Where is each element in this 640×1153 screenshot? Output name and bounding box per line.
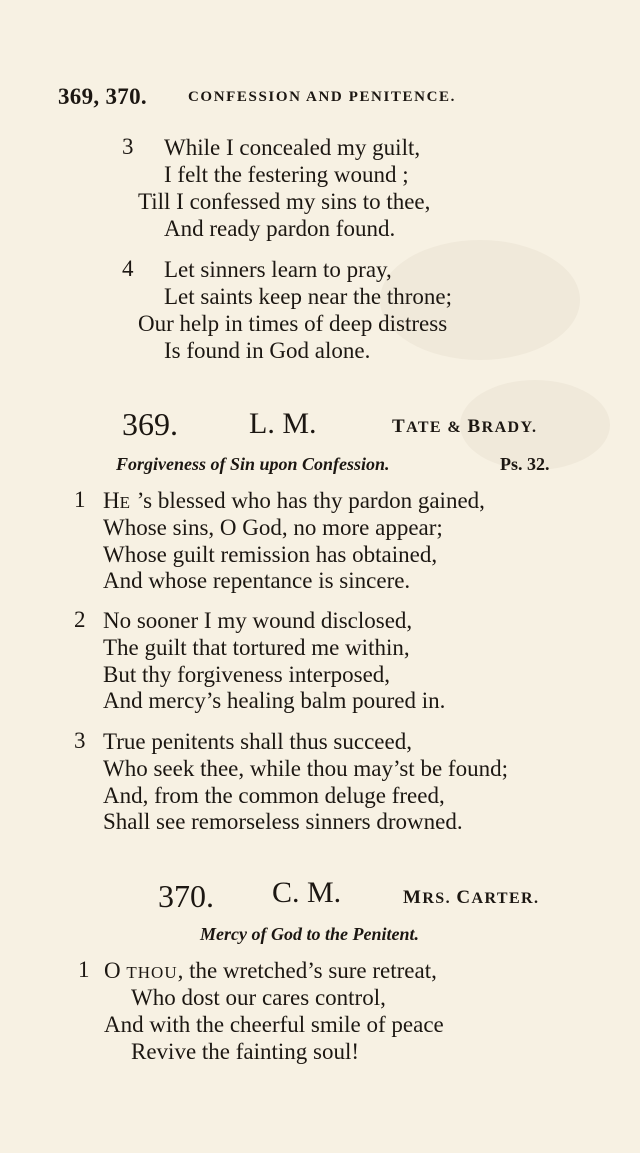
hymn-number: 369. (122, 406, 178, 442)
verse-line: And ready pardon found. (164, 216, 396, 241)
small-caps: E (119, 493, 132, 512)
hymn-author: MRS. CARTER. (403, 887, 540, 908)
verse-line: The guilt that tortured me within, (103, 635, 410, 660)
verse-line: True penitents shall thus succeed, (103, 729, 412, 754)
verse-line: HE ’s blessed who has thy pardon gained, (103, 488, 485, 513)
hymn-subtitle: Mercy of God to the Penitent. (200, 924, 419, 944)
verse-line: Till I confessed my sins to thee, (138, 189, 431, 214)
verse-line: And, from the common deluge freed, (103, 783, 445, 808)
verse-line: Revive the fainting soul! (131, 1039, 360, 1064)
verse-line: But thy forgiveness interposed, (103, 662, 391, 687)
verse-line: And mercy’s healing balm poured in. (103, 688, 446, 713)
psalm-reference: Ps. 32. (500, 454, 550, 474)
hymn-author: TATE & BRADY. (392, 416, 538, 437)
hymn-subtitle: Forgiveness of Sin upon Confession. (116, 454, 390, 474)
verse-line: No sooner I my wound disclosed, (103, 608, 413, 633)
stanza-number: 4 (122, 256, 134, 281)
verse-line: Let sinners learn to pray, (164, 257, 392, 282)
verse-line: Whose sins, O God, no more appear; (103, 515, 443, 540)
hymn-meter: C. M. (272, 876, 342, 909)
verse-line: Our help in times of deep distress (138, 311, 448, 336)
verse-line: Shall see remorseless sinners drowned. (103, 809, 463, 834)
running-title: CONFESSION AND PENITENCE. (188, 89, 456, 105)
verse-line: While I concealed my guilt, (164, 135, 421, 160)
stanza-number: 3 (74, 728, 86, 753)
verse-line: Is found in God alone. (164, 338, 371, 363)
hymn-meter: L. M. (249, 407, 317, 440)
verse-line: O THOU, the wretched’s sure retreat, (104, 958, 437, 983)
verse-line: Who seek thee, while thou may’st be found; (103, 756, 508, 781)
verse-line: Let saints keep near the throne; (164, 284, 453, 309)
verse-line: I felt the festering wound ; (164, 162, 409, 187)
verse-line: Whose guilt remission has obtained, (103, 542, 438, 567)
stanza-number: 1 (78, 957, 90, 982)
hymn-number: 370. (158, 878, 214, 914)
page-numbers: 369, 370. (58, 84, 147, 109)
stanza-number: 1 (74, 487, 86, 512)
verse-line: Who dost our cares control, (131, 985, 386, 1010)
verse-line: And whose repentance is sincere. (103, 568, 411, 593)
small-caps: THOU (126, 963, 178, 982)
stanza-number: 3 (122, 134, 134, 159)
verse-line: And with the cheerful smile of peace (104, 1012, 444, 1037)
stanza-number: 2 (74, 607, 86, 632)
